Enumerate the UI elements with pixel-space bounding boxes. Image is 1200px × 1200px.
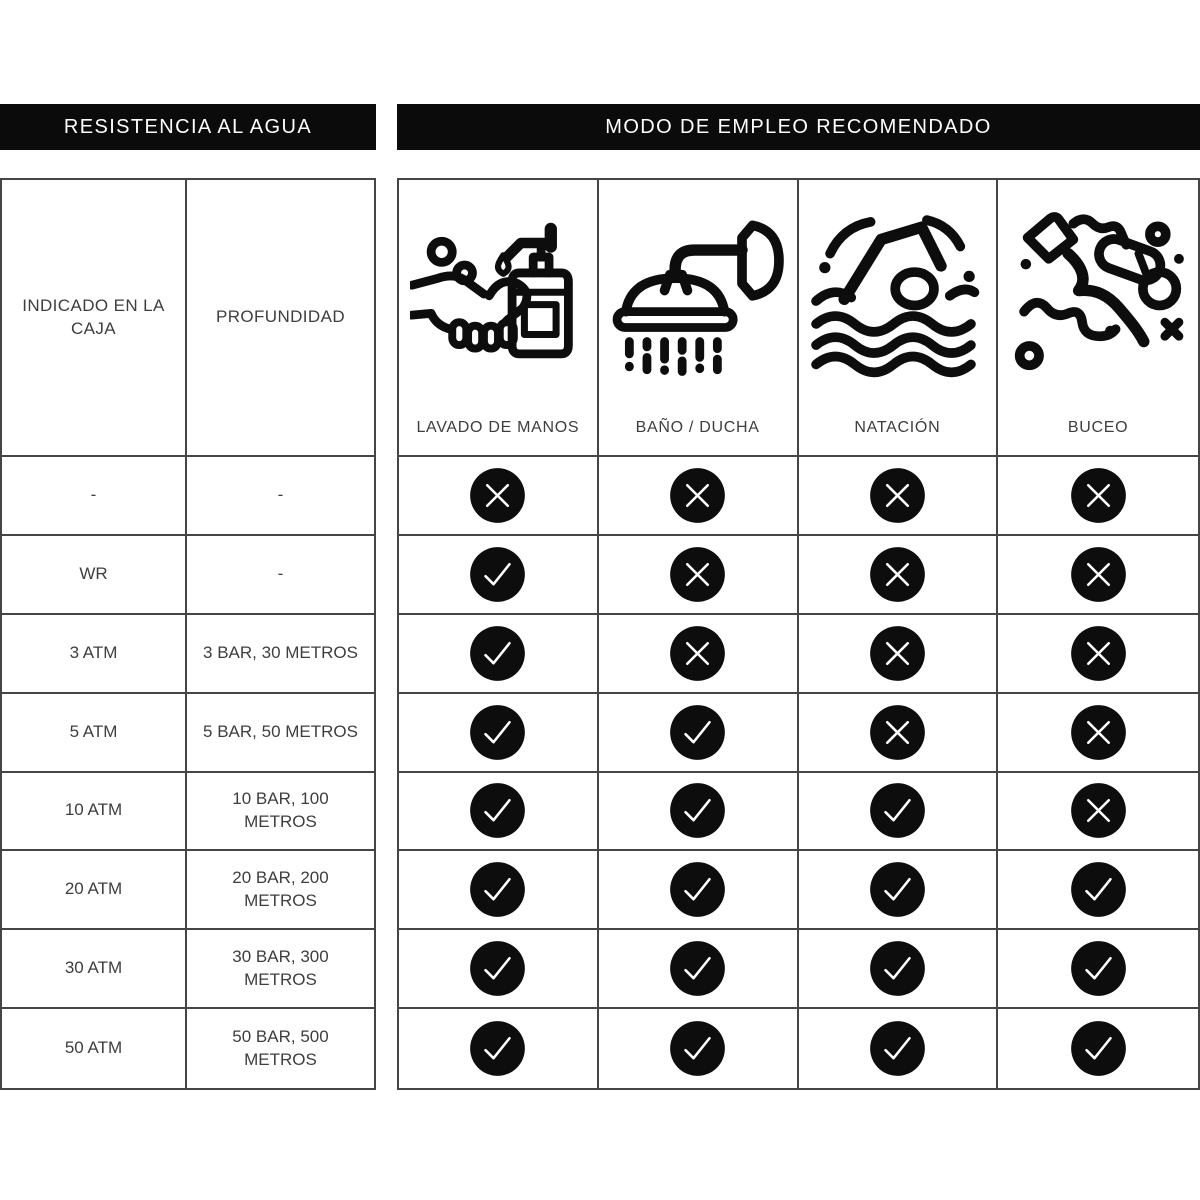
wr-cell-box: 5 ATM xyxy=(2,694,187,773)
swimming-icon xyxy=(809,194,985,380)
check-mark-icon xyxy=(399,536,599,615)
activity-header-handwash xyxy=(399,180,599,457)
cross-mark-icon xyxy=(998,773,1198,852)
recommended-use-table xyxy=(397,178,1200,1090)
activity-label-diving: BUCEO xyxy=(1067,419,1129,436)
cross-mark-icon xyxy=(399,457,599,536)
cross-mark-icon xyxy=(799,694,999,773)
handwash-icon xyxy=(410,194,586,380)
check-mark-icon xyxy=(799,773,999,852)
column-header-profundidad: PROFUNDIDAD xyxy=(187,180,374,457)
wr-cell-box: 50 ATM xyxy=(2,1009,187,1088)
water-resistance-title-bar xyxy=(0,104,376,150)
check-mark-icon xyxy=(599,694,799,773)
wr-cell-depth: 50 BAR, 500 METROS xyxy=(232,1026,329,1069)
water-resistance-table xyxy=(0,178,376,1090)
check-mark-icon xyxy=(799,930,999,1009)
cross-mark-icon xyxy=(799,536,999,615)
check-mark-icon xyxy=(399,1009,599,1088)
activity-header-shower xyxy=(599,180,799,457)
activity-label-shower: BAÑO / DUCHA xyxy=(635,419,760,436)
column-header-indicado-en-la-caja: INDICADO EN LA CAJA xyxy=(2,180,187,457)
check-mark-icon xyxy=(399,930,599,1009)
water-resistance-title: RESISTENCIA AL AGUA xyxy=(63,115,313,138)
activity-header-swimming xyxy=(799,180,999,457)
cross-mark-icon xyxy=(998,536,1198,615)
wr-cell-depth: 3 BAR, 30 METROS xyxy=(187,615,374,694)
wr-cell-box: 3 ATM xyxy=(2,615,187,694)
check-mark-icon xyxy=(399,615,599,694)
wr-cell-depth: 5 BAR, 50 METROS xyxy=(187,694,374,773)
check-mark-icon xyxy=(998,851,1198,930)
cross-mark-icon xyxy=(799,457,999,536)
wr-cell-box: - xyxy=(2,457,187,536)
check-mark-icon xyxy=(399,694,599,773)
check-mark-icon xyxy=(599,773,799,852)
wr-cell-depth: 10 BAR, 100 METROS xyxy=(187,773,374,852)
check-mark-icon xyxy=(599,930,799,1009)
check-mark-icon xyxy=(599,851,799,930)
activity-label-handwash: LAVADO DE MANOS xyxy=(416,419,580,436)
recommended-use-title-bar xyxy=(397,104,1200,150)
activity-header-diving xyxy=(998,180,1198,457)
wr-cell-box: 20 ATM xyxy=(2,851,187,930)
wr-cell-depth: 30 BAR, 300 METROS xyxy=(187,930,374,1009)
check-mark-icon xyxy=(998,930,1198,1009)
cross-mark-icon xyxy=(799,615,999,694)
wr-cell-box: 30 ATM xyxy=(2,930,187,1009)
wr-cell-depth: 20 BAR, 200 METROS xyxy=(187,851,374,930)
cross-mark-icon xyxy=(998,457,1198,536)
cross-mark-icon xyxy=(599,615,799,694)
wr-cell-depth: - xyxy=(187,536,374,615)
diving-icon xyxy=(1010,194,1186,380)
check-mark-icon xyxy=(799,851,999,930)
cross-mark-icon xyxy=(998,694,1198,773)
activity-label-swimming: NATACIÓN xyxy=(854,419,941,436)
cross-mark-icon xyxy=(599,457,799,536)
shower-icon xyxy=(610,194,786,380)
cross-mark-icon xyxy=(599,536,799,615)
check-mark-icon xyxy=(399,851,599,930)
check-mark-icon xyxy=(599,1009,799,1088)
check-mark-icon xyxy=(399,773,599,852)
check-mark-icon xyxy=(799,1009,999,1088)
wr-cell-box: 10 ATM xyxy=(2,773,187,852)
wr-cell-depth: - xyxy=(187,457,374,536)
recommended-use-title: MODO DE EMPLEO RECOMENDADO xyxy=(605,115,992,138)
cross-mark-icon xyxy=(998,615,1198,694)
wr-cell-box: WR xyxy=(2,536,187,615)
check-mark-icon xyxy=(998,1009,1198,1088)
